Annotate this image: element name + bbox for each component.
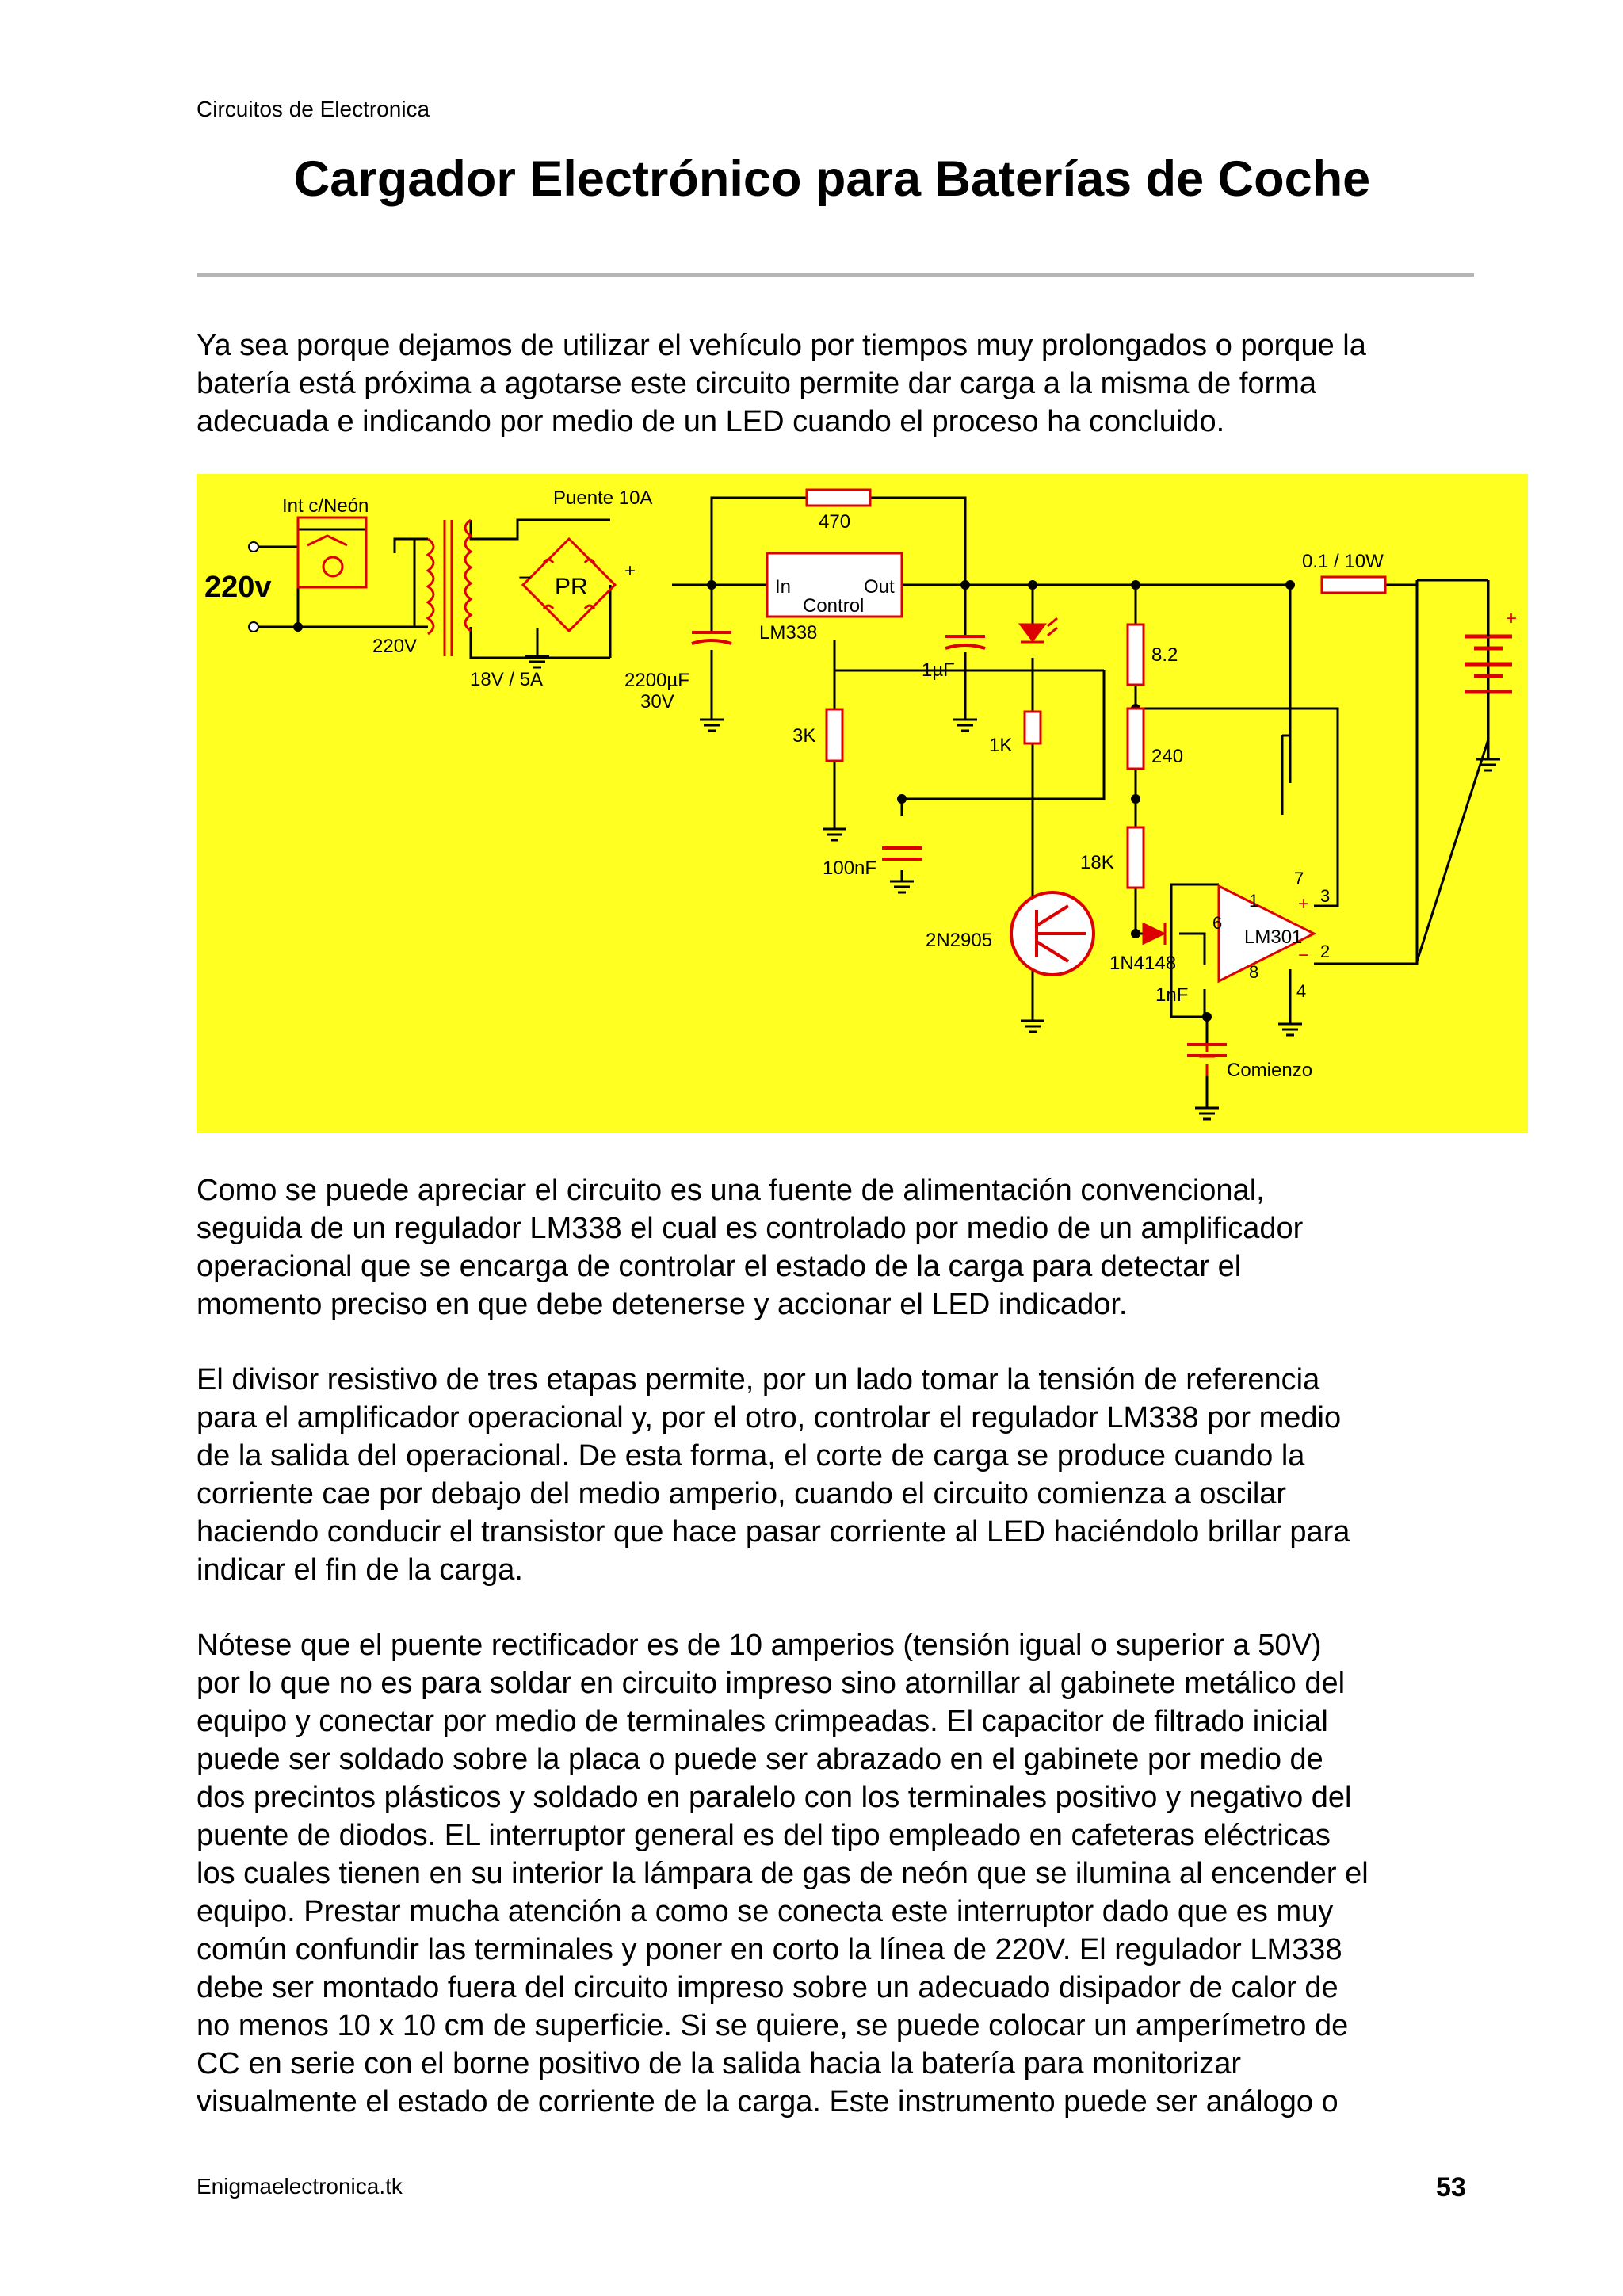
text-line: no menos 10 x 10 cm de superficie. Si se quiere, se puede colocar un amperímetro de [197,2009,1349,2042]
intro-paragraph [197,327,1480,441]
body-paragraph [197,1361,1480,1589]
secondary-label: 18V / 5A [470,669,544,690]
text-line: para el amplificador operacional y, por el otro, controlar el regulador LM338 por medio [197,1401,1342,1435]
r82-label: 8.2 [1151,644,1178,666]
transistor-2n2905 [1011,892,1094,975]
text-line: haciendo conducir el transistor que hace pasar corriente al LED haciéndolo brillar para [197,1515,1350,1549]
cap2-label: 1µF [922,659,955,681]
text-line: CC en serie con el borne positivo de la salida hacia la batería para monitorizar [197,2047,1242,2080]
text-line: por lo que no es para soldar en circuito impreso sino atornillar al gabinete metálico del [197,1667,1346,1700]
r18k-label: 18K [1080,852,1114,873]
text-line: equipo. Prestar mucha atención a como se conecta este interruptor dado que es muy [197,1895,1334,1928]
reg-control: Control [803,595,865,617]
text-line: El divisor resistivo de tres etapas permite, por un lado tomar la tensión de referencia [197,1363,1320,1396]
text-line: los cuales tienen en su interior la lámpara de gas de neón que se ilumina al encender el [197,1857,1369,1890]
switch-label: Int c/Neón [282,495,369,517]
title-divider [197,273,1474,277]
circuit-schematic [197,474,1528,1133]
cap3-label: 100nF [823,858,877,879]
reg-name: LM338 [759,622,818,644]
led-indicator [1021,618,1057,642]
bridge-label: Puente 10A [553,487,653,509]
resistors [807,490,1385,888]
button-label: Comienzo [1227,1060,1313,1081]
text-line: dos precintos plásticos y soldado en paralelo con los terminales positivo y negativo del [197,1781,1352,1814]
r240-label: 240 [1151,746,1184,767]
r3k-label: 3K [792,725,816,747]
text-line: batería está próxima a agotarse este circuito permite dar carga a la misma de forma [197,367,1316,400]
opamp-pin: 2 [1320,942,1331,961]
neon-switch [298,518,366,587]
text-line: equipo y conectar por medio de terminales crimpeadas. El capacitor de filtrado inicial [197,1705,1328,1738]
text-line: puede ser soldado sobre la placa o puede ser abrazado en el gabinete por medio de [197,1743,1323,1776]
text-line: operacional que se encarga de controlar el estado de la carga para detectar el [197,1250,1242,1283]
bridge-minus: − [518,565,532,590]
body-paragraph [197,1171,1480,1324]
text-line: momento preciso en que debe detenerse y accionar el LED indicador. [197,1288,1128,1321]
opamp-label: LM301 [1244,926,1303,948]
opamp-minus: − [1298,945,1310,966]
text-line: indicar el fin de la carga. [197,1553,523,1587]
text-line: común confundir las terminales y poner en corto la línea de 220V. El regulador LM338 [197,1933,1342,1966]
text-line: Nótese que el puente rectificador es de 10 amperios (tensión igual o superior a 50V) [197,1629,1322,1662]
text-line: debe ser montado fuera del circuito impreso sobre un adecuado disipador de calor de [197,1971,1338,2004]
cap1-value: 2200µF [624,670,689,691]
text-line: adecuada e indicando por medio de un LED cuando el proceso ha concluido. [197,405,1225,438]
diode-1n4148 [1144,923,1165,945]
text-line: de la salida del operacional. De esta forma, el corte de carga se produce cuando la [197,1439,1305,1473]
r1k-label: 1K [989,735,1013,756]
mains-label: 220v [204,571,272,604]
cap1-voltage: 30V [640,691,674,712]
shunt-label: 0.1 / 10W [1302,551,1384,572]
text-line: Como se puede apreciar el circuito es una fuente de alimentación convencional, [197,1174,1265,1207]
text-line: seguida de un regulador LM338 el cual es controlado por medio de un amplificador [197,1212,1304,1245]
battery-plus: + [1506,608,1518,629]
text-line: Ya sea porque dejamos de utilizar el vehículo por tiempos muy prolongados o porque la [197,329,1366,362]
transformer [428,520,471,656]
page-title: Cargador Electrónico para Baterías de Coche [293,151,1371,207]
bridge-body-label: PR [555,574,588,600]
opamp-plus: + [1298,893,1310,915]
opamp-pin: 4 [1296,981,1307,1001]
opamp-pin: 1 [1249,891,1259,911]
start-button [1199,1045,1215,1076]
primary-label: 220V [372,636,418,657]
schematic-svg [197,474,1528,1133]
diode-label: 1N4148 [1109,953,1177,974]
transistor-label: 2N2905 [926,930,993,951]
text-line: puente de diodos. EL interruptor general es del tipo empleado en cafeteras eléctricas [197,1819,1331,1852]
reg-in: In [775,576,792,598]
r470-label: 470 [819,511,851,533]
opamp-pin: 8 [1249,962,1259,982]
capacitors [692,632,1227,1056]
page-number: 53 [1436,2172,1466,2202]
opamp-pin: 7 [1294,869,1304,888]
footer-site: Enigmaelectronica.tk [197,2174,403,2199]
bridge-plus: + [624,560,636,582]
opamp-pin: 3 [1320,886,1331,906]
body-paragraph [197,1626,1480,2121]
cap4-label: 1nF [1155,984,1189,1006]
text-line: visualmente el estado de corriente de la carga. Este instrumento puede ser análogo o [197,2085,1338,2118]
battery [1465,585,1512,739]
reg-out: Out [864,576,895,598]
text-line: corriente cae por debajo del medio amperio, cuando el circuito comienza a oscilar [197,1477,1287,1511]
opamp-pin: 6 [1212,913,1223,933]
running-header: Circuitos de Electronica [197,97,430,121]
